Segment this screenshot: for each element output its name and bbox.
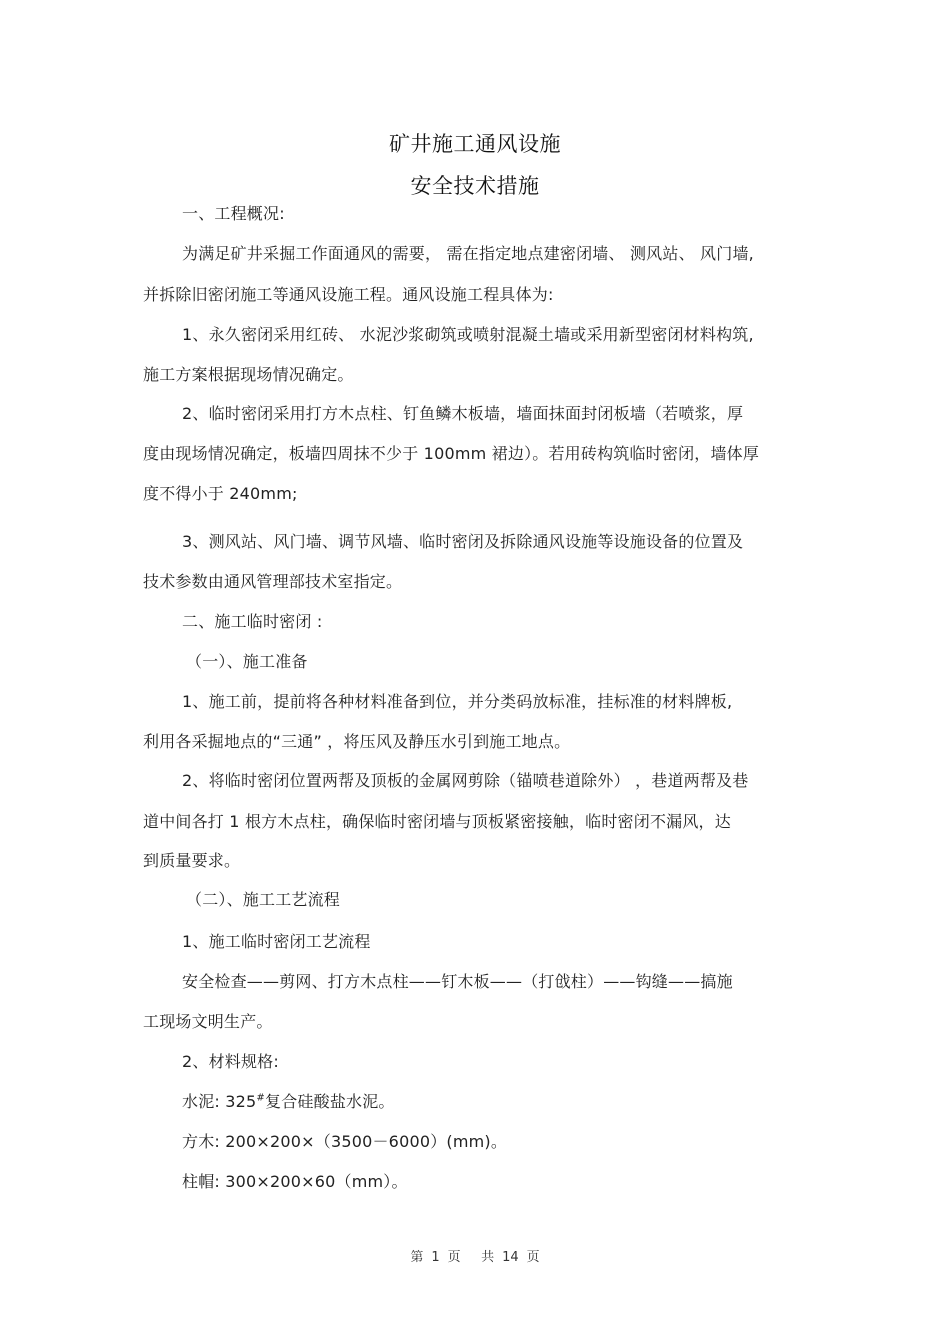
paragraph-line: 为满足矿井采掘工作面通风的需要， 需在指定地点建密闭墙、 测风站、 风门墙, <box>182 244 754 263</box>
subsection-heading-preparation: （一）、施工准备 <box>186 652 308 671</box>
paragraph-line: 2、将临时密闭位置两帮及顶板的金属网剪除（锚喷巷道除外） ，巷道两帮及巷 <box>182 771 749 790</box>
paragraph-line: 到质量要求。 <box>143 851 241 870</box>
paragraph-line: 度由现场情况确定，板墙四周抹不少于 100mm 裙边）。若用砖构筑临时密闭，墙体厚 <box>143 444 760 463</box>
paragraph-line: 1、施工临时密闭工艺流程 <box>182 932 371 951</box>
footer-page-label: 第 <box>410 1250 424 1265</box>
paragraph-line: 工现场文明生产。 <box>143 1012 273 1031</box>
material-spec-cap: 柱帽: 300×200×60（mm）。 <box>182 1172 408 1191</box>
material-spec-timber: 方木: 200×200×（3500－6000）(mm)。 <box>182 1132 508 1151</box>
footer-page-number: 1 <box>431 1250 440 1265</box>
document-title-line2: 安全技术措施 <box>410 174 540 198</box>
paragraph-line: 并拆除旧密闭施工等通风设施工程。通风设施工程具体为: <box>143 285 554 304</box>
footer-total-unit: 页 <box>526 1250 540 1265</box>
subsection-heading-process: （二）、施工工艺流程 <box>186 890 341 909</box>
paragraph-line: 2、材料规格: <box>182 1052 279 1071</box>
footer-page-unit: 页 <box>447 1250 461 1265</box>
paragraph-line: 1、永久密闭采用红砖、 水泥沙浆砌筑或喷射混凝土墙或采用新型密闭材料构筑, <box>182 325 754 344</box>
section-heading-overview: 一、工程概况: <box>182 204 285 223</box>
document-title-line1: 矿井施工通风设施 <box>389 132 561 156</box>
material-spec-cement-label: 水泥: 325 <box>182 1092 257 1111</box>
paragraph-line: 1、施工前，提前将各种材料准备到位，并分类码放标准，挂标准的材料牌板, <box>182 692 733 711</box>
paragraph-line: 施工方案根据现场情况确定。 <box>143 365 354 384</box>
material-spec-cement <box>182 1092 395 1112</box>
paragraph-line: 道中间各打 1 根方木点柱，确保临时密闭墙与顶板紧密接触，临时密闭不漏风，达 <box>143 812 731 831</box>
paragraph-line: 安全检查——剪网、打方木点柱——钉木板——（打戗柱）——钩缝——搞施 <box>182 972 733 991</box>
paragraph-line: 技术参数由通风管理部技术室指定。 <box>143 572 403 591</box>
section-heading-temporary-seal: 二、施工临时密闭 : <box>182 612 323 631</box>
page-footer <box>0 1246 950 1265</box>
paragraph-line: 度不得小于 240mm; <box>143 484 298 503</box>
material-spec-cement-desc: 复合硅酸盐水泥。 <box>265 1092 395 1111</box>
footer-total-number: 14 <box>502 1250 519 1265</box>
footer-total-label: 共 <box>481 1250 495 1265</box>
paragraph-line: 3、测风站、风门墙、调节风墙、临时密闭及拆除通风设施等设施设备的位置及 <box>182 532 744 551</box>
material-spec-cement-grade-mark: # <box>256 1092 266 1104</box>
paragraph-line: 利用各采掘地点的“三通” ，将压风及静压水引到施工地点。 <box>143 732 571 751</box>
paragraph-line: 2、临时密闭采用打方木点柱、钉鱼鳞木板墙，墙面抹面封闭板墙（若喷浆，厚 <box>182 404 744 423</box>
